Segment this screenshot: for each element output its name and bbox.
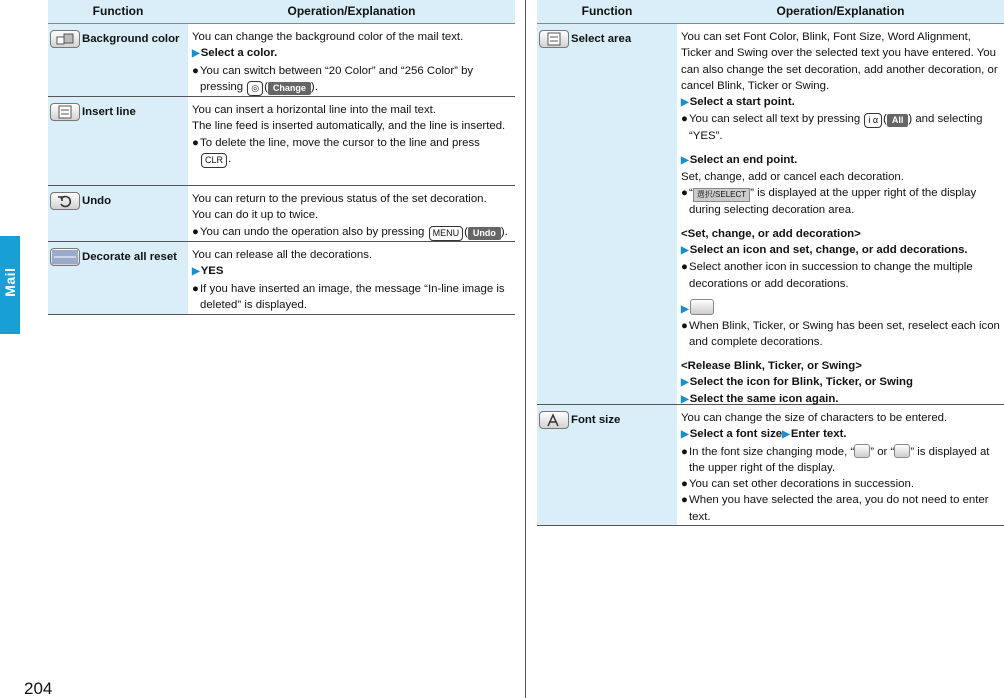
function-label: Font size bbox=[571, 414, 621, 426]
step-arrow-icon: ▶ bbox=[681, 244, 689, 256]
explanation-text: You can insert a horizontal line into the mail text. bbox=[192, 104, 436, 116]
note-text: When Blink, Ticker, or Swing has been set, reselect each icon and complete decorations. bbox=[689, 320, 1000, 349]
step-text: Enter text. bbox=[790, 428, 847, 441]
table-row bbox=[48, 242, 515, 315]
step-arrow-icon: ▶ bbox=[681, 429, 689, 441]
function-label: Background color bbox=[82, 33, 180, 45]
insert-line-icon bbox=[50, 103, 80, 121]
step-text: Select an end point. bbox=[689, 153, 798, 166]
undo-softkey: Undo bbox=[468, 227, 501, 240]
function-cell bbox=[48, 242, 188, 314]
note-end: . bbox=[228, 152, 232, 165]
note-text: Select another icon in succession to change the multiple decorations or add decorations. bbox=[689, 261, 973, 290]
explanation-text: You can change the background color of the mail text. bbox=[192, 31, 464, 43]
function-label: Undo bbox=[82, 195, 112, 207]
explanation-text: You can change the size of characters to be entered. bbox=[681, 412, 948, 424]
operation-cell: You can change the background color of the mail text. ▶Select a color. ● You can switch between “20 Color” and “256 Color” by pressing ◎ ( Change ). bbox=[188, 24, 515, 96]
note-text: In the font size changing mode, “ bbox=[689, 445, 855, 458]
function-cell bbox=[48, 186, 188, 241]
table-row bbox=[537, 24, 1004, 405]
table-row bbox=[537, 405, 1004, 526]
function-label: Insert line bbox=[82, 106, 136, 118]
explanation-text: Set, change, add or cancel each decoration. bbox=[681, 171, 904, 184]
step-text: Select a color. bbox=[200, 47, 278, 60]
page-number: 204 bbox=[24, 679, 53, 698]
step-text: Select the same icon again. bbox=[689, 393, 839, 406]
step-arrow-icon: ▶ bbox=[681, 154, 689, 166]
clr-key-icon: CLR bbox=[201, 153, 227, 168]
side-tab-label: Mail bbox=[1, 267, 18, 297]
step-arrow-icon: ▶ bbox=[681, 377, 689, 389]
note-text: You can switch between “20 Color” and “256 Color” by pressing bbox=[200, 64, 474, 93]
step-arrow-icon: ▶ bbox=[681, 394, 689, 406]
function-label: Decorate all reset bbox=[82, 251, 177, 263]
note-text: You can set other decorations in succession. bbox=[689, 478, 914, 491]
operation-header: Operation/Explanation bbox=[776, 4, 905, 19]
step-text: YES bbox=[200, 265, 224, 278]
note-end: ) and selecting “YES”. bbox=[689, 113, 983, 143]
section-side-tab bbox=[0, 236, 20, 334]
note-end: ). bbox=[500, 225, 508, 238]
table-row bbox=[48, 186, 515, 242]
operation-header: Operation/Explanation bbox=[287, 4, 416, 19]
all-clear-icon bbox=[50, 248, 80, 266]
small-font-icon bbox=[894, 444, 910, 458]
right-table-header bbox=[537, 0, 1004, 24]
right-table bbox=[537, 0, 1004, 526]
left-table bbox=[48, 0, 515, 315]
subheading: <Set, change, or add decoration> bbox=[681, 227, 861, 240]
select-indicator-icon: 選択/SELECT bbox=[693, 188, 750, 202]
left-table-header bbox=[48, 0, 515, 24]
table-row bbox=[48, 24, 515, 97]
all-softkey: All bbox=[887, 114, 909, 127]
function-cell bbox=[537, 24, 677, 404]
function-header: Function bbox=[92, 4, 144, 19]
note-text: You can undo the operation also by pressing bbox=[200, 225, 425, 238]
step-text: Select the icon for Blink, Ticker, or Swing bbox=[689, 376, 913, 389]
note-text: “ bbox=[689, 187, 693, 200]
change-softkey: Change bbox=[268, 82, 311, 95]
function-cell bbox=[537, 405, 677, 525]
function-label: Select area bbox=[571, 33, 632, 45]
note-text: ” is displayed at the upper right of the display. bbox=[689, 445, 990, 474]
step-text: Select a start point. bbox=[689, 96, 795, 109]
function-header: Function bbox=[581, 4, 633, 19]
i-alpha-key-icon: i α bbox=[864, 113, 882, 128]
subheading: <Release Blink, Ticker, or Swing> bbox=[681, 359, 862, 372]
select-area-icon bbox=[539, 30, 569, 48]
step-text: Select a font size bbox=[689, 428, 783, 441]
step-arrow-icon: ▶ bbox=[782, 429, 790, 441]
explanation-text: You can return to the previous status of the set decoration. bbox=[192, 193, 487, 205]
operation-cell: You can return to the previous status of the set decoration. You can do it up to twice. ● You can undo the operation also by pressing MENU ( Undo ). bbox=[188, 186, 515, 241]
note-text: ” is displayed at the upper right of the display during selecting decoration area. bbox=[689, 187, 977, 217]
function-cell bbox=[48, 24, 188, 96]
font-size-icon bbox=[539, 411, 569, 429]
step-arrow-icon: ▶ bbox=[681, 97, 689, 109]
note-text: To delete the line, move the cursor to the line and press bbox=[200, 136, 480, 149]
note-end: ). bbox=[310, 80, 318, 93]
step-arrow-icon: ▶ bbox=[192, 48, 200, 60]
operation-cell: You can set Font Color, Blink, Font Size, Word Alignment, Ticker and Swing over the selected text you have entered. You can also change the set decoration, add another decoration, or cancel Blink, Ticker or Swing. ▶Select a start point. ● You can select all text by pressing i α ( All ) and selecting “YES”. ▶Select an end point. Set, change, add or cancel each decoration. ● “ 選択/SELECT ” is displayed at the upper right of the display during selecting decoration area. <Set, change, or add decoration> ▶Select an icon and set, change, or add decorations. ● Select another icon in succession to change the multiple decorations or add decorations. ▶ ● When Blink, Ticker, or Swing has been set, reselect each icon and complete decorations. <Release Blink, Ticker, or Swing> ▶Select the icon for Blink, Ticker, or Swing ▶Select the same icon again. bbox=[681, 31, 1000, 406]
decoration-icon bbox=[690, 299, 714, 315]
explanation-text: You can release all the decorations. bbox=[192, 249, 373, 261]
step-text: Select an icon and set, change, or add decorations. bbox=[689, 243, 968, 256]
step-arrow-icon: ▶ bbox=[192, 266, 200, 278]
note-text: You can select all text by pressing bbox=[689, 113, 861, 126]
large-font-icon bbox=[854, 444, 870, 458]
column-divider bbox=[525, 0, 526, 698]
table-row bbox=[48, 97, 515, 186]
operation-cell: You can insert a horizontal line into the mail text. The line feed is inserted automatically, and the line is inserted. ● To delete the line, move the cursor to the line and press CLR . bbox=[188, 97, 515, 185]
explanation-text: You can do it up to twice. bbox=[192, 209, 319, 222]
note-text: If you have inserted an image, the message “In-line image is deleted” is displayed. bbox=[200, 282, 505, 311]
background-color-icon bbox=[50, 30, 80, 48]
camera-key-icon: ◎ bbox=[247, 81, 263, 96]
operation-cell: You can release all the decorations. ▶YES ● If you have inserted an image, the message “In-line image is deleted” is displayed. bbox=[188, 242, 515, 314]
menu-key-icon: MENU bbox=[429, 226, 464, 241]
function-cell bbox=[48, 97, 188, 185]
note-text: When you have selected the area, you do not need to enter text. bbox=[689, 494, 989, 523]
explanation-text: The line feed is inserted automatically, and the line is inserted. bbox=[192, 120, 506, 133]
explanation-text: You can set Font Color, Blink, Font Size, Word Alignment, Ticker and Swing over the selected text you have entered. You can also change the set decoration, add another decoration, or cancel Blink, Ticker or Swing. bbox=[681, 31, 998, 92]
step-arrow-icon: ▶ bbox=[681, 303, 689, 315]
note-text: ” or “ bbox=[870, 445, 895, 458]
operation-cell: You can change the size of characters to be entered. ▶Select a font size▶Enter text. ● In the font size changing mode, “ ” or “ ” is displayed at the upper right of the display. ● You can set other decorations in succession. ● When you have selected the area, you do not need to enter text. bbox=[677, 405, 1004, 525]
undo-icon bbox=[50, 192, 80, 210]
